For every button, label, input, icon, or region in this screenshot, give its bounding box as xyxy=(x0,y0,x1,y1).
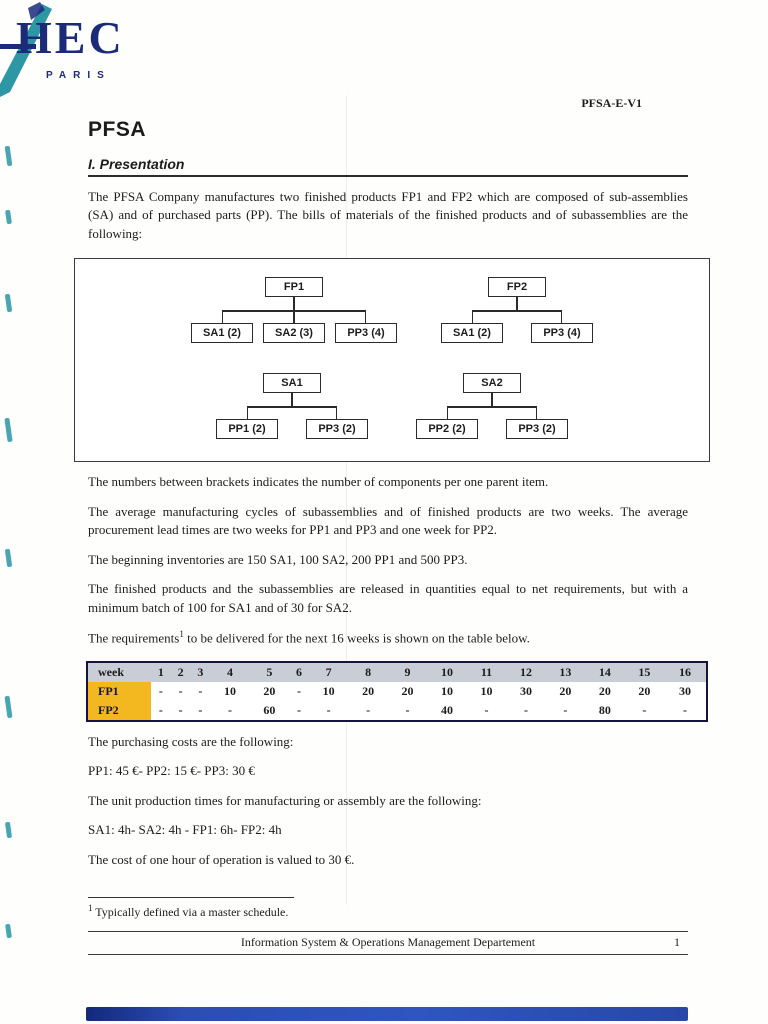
requirement-cell: 30 xyxy=(664,682,707,701)
paragraph-hour-cost: The cost of one hour of operation is valued to 30 €. xyxy=(88,851,355,867)
scan-artifact-bottom-bar xyxy=(86,1007,688,1021)
requirement-cell: - xyxy=(664,701,707,721)
requirement-cell: 30 xyxy=(506,682,545,701)
requirements-table xyxy=(86,661,708,722)
requirement-cell: - xyxy=(289,701,309,721)
week-header-cell: 2 xyxy=(171,662,191,682)
week-header-cell: 16 xyxy=(664,662,707,682)
bom-node-sa2: SA2 xyxy=(463,373,521,393)
bom-row-bottom xyxy=(75,373,709,439)
requirement-cell: - xyxy=(506,701,545,721)
paragraph-costs: PP1: 45 €- PP2: 15 €- PP3: 30 € xyxy=(88,763,255,779)
paragraph-unit-times: SA1: 4h- SA2: 4h - FP1: 6h- FP2: 4h xyxy=(88,822,282,838)
week-header-label: week xyxy=(87,662,151,682)
requirement-cell: - xyxy=(289,682,309,701)
requirement-cell: - xyxy=(151,701,171,721)
requirement-cell: - xyxy=(388,701,427,721)
hec-logo-text: HEC xyxy=(16,12,125,63)
bom-node-pp3-2: PP3 (2) xyxy=(306,419,368,439)
req-table-body xyxy=(87,682,707,721)
bom-connector xyxy=(441,297,593,323)
requirement-cell: 20 xyxy=(348,682,387,701)
req-table-header-row xyxy=(87,662,707,682)
paragraph-inventories: The beginning inventories are 150 SA1, 100 SA2, 200 PP1 and 500 PP3. xyxy=(88,551,468,567)
paragraph-purchasing: The purchasing costs are the following: xyxy=(88,733,294,749)
bom-node-pp1-2: PP1 (2) xyxy=(216,419,278,439)
bom-node-pp3-4: PP3 (4) xyxy=(531,323,593,343)
bom-diagram xyxy=(74,258,710,462)
week-header-cell: 14 xyxy=(585,662,624,682)
requirement-cell: - xyxy=(171,682,191,701)
bom-node-fp2: FP2 xyxy=(488,277,546,297)
requirement-cell: 10 xyxy=(427,682,466,701)
requirement-cell: 20 xyxy=(625,682,664,701)
bom-tree-sa1 xyxy=(216,373,368,439)
requirement-cell: - xyxy=(190,701,210,721)
week-header-cell: 13 xyxy=(546,662,585,682)
bom-connector xyxy=(191,297,397,323)
paragraph-cycles: The average manufacturing cycles of subassemblies and of finished products are two weeks. The average procurement lead times are two weeks for PP1 and PP3 and one week for PP2. xyxy=(88,503,688,538)
week-header-cell: 15 xyxy=(625,662,664,682)
week-header-cell: 9 xyxy=(388,662,427,682)
req-table-row xyxy=(87,682,707,701)
week-header-cell: 8 xyxy=(348,662,387,682)
bom-node-sa1-2: SA1 (2) xyxy=(441,323,503,343)
requirement-cell: 10 xyxy=(210,682,249,701)
paragraph-requirements xyxy=(88,628,688,648)
scan-artifact-mark xyxy=(5,924,12,939)
bom-node-sa2-3: SA2 (3) xyxy=(263,323,325,343)
week-header-cell: 7 xyxy=(309,662,348,682)
paragraph-intro: The PFSA Company manufactures two finished products FP1 and FP2 which are composed of sub-assemblies (SA) and of purchased parts (PP). The bills of materials of the finished products and of subassemblies are the following: xyxy=(88,189,688,241)
requirement-cell: 80 xyxy=(585,701,624,721)
footnote xyxy=(88,897,688,920)
requirement-cell: 60 xyxy=(250,701,289,721)
doc-code: PFSA-E-V1 xyxy=(581,96,642,110)
requirement-cell: - xyxy=(467,701,506,721)
requirement-cell: - xyxy=(171,701,191,721)
requirement-cell: - xyxy=(309,701,348,721)
bom-node-fp1: FP1 xyxy=(265,277,323,297)
bom-tree-fp2 xyxy=(441,277,593,343)
footnote-text: Typically defined via a master schedule. xyxy=(92,905,289,919)
bom-connector xyxy=(216,393,368,419)
req-table-row xyxy=(87,701,707,721)
requirement-cell: 20 xyxy=(388,682,427,701)
week-header-cell: 12 xyxy=(506,662,545,682)
product-label-cell: FP1 xyxy=(87,682,151,701)
bom-node-pp3-4: PP3 (4) xyxy=(335,323,397,343)
bom-node-pp3-2: PP3 (2) xyxy=(506,419,568,439)
product-label-cell: FP2 xyxy=(87,701,151,721)
requirement-cell: 20 xyxy=(546,682,585,701)
requirement-cell: - xyxy=(625,701,664,721)
requirement-cell: 10 xyxy=(309,682,348,701)
footnote-marker: 1 xyxy=(88,903,93,913)
bom-connector xyxy=(416,393,568,419)
requirement-cell: 40 xyxy=(427,701,466,721)
bom-node-pp2-2: PP2 (2) xyxy=(416,419,478,439)
footnote-separator xyxy=(88,897,294,898)
page-title: PFSA xyxy=(88,118,147,141)
bom-tree-sa2 xyxy=(416,373,568,439)
bom-node-sa1: SA1 xyxy=(263,373,321,393)
bom-row-top xyxy=(75,277,709,343)
requirement-cell: 10 xyxy=(467,682,506,701)
bom-node-sa1-2: SA1 (2) xyxy=(191,323,253,343)
paragraph-unit-times-intro: The unit production times for manufacturing or assembly are the following: xyxy=(88,792,482,808)
requirement-cell: - xyxy=(190,682,210,701)
week-header-cell: 3 xyxy=(190,662,210,682)
week-header-cell: 11 xyxy=(467,662,506,682)
requirement-cell: - xyxy=(348,701,387,721)
week-header-cell: 4 xyxy=(210,662,249,682)
week-header-cell: 10 xyxy=(427,662,466,682)
requirements-text: to be delivered for the next 16 weeks is shown on the table below. xyxy=(183,630,530,646)
week-header-cell: 5 xyxy=(250,662,289,682)
paragraph-batches: The finished products and the subassemblies are released in quantities equal to net requirements, but with a minimum batch of 100 for SA1 and of 30 for SA2. xyxy=(88,581,688,615)
section-heading: I. Presentation xyxy=(88,156,688,177)
requirement-cell: - xyxy=(546,701,585,721)
page-footer xyxy=(88,931,688,955)
bom-tree-fp1 xyxy=(191,277,397,343)
requirement-cell: - xyxy=(210,701,249,721)
week-header-cell: 1 xyxy=(151,662,171,682)
footer-department: Information System & Operations Management Departement xyxy=(240,935,536,949)
hec-logo-subtext: PARIS xyxy=(46,70,111,81)
paragraph-brackets: The numbers between brackets indicates the number of components per one parent item. xyxy=(88,474,549,490)
requirement-cell: - xyxy=(151,682,171,701)
requirement-cell: 20 xyxy=(250,682,289,701)
page-number: 1 xyxy=(674,935,680,949)
week-header-cell: 6 xyxy=(289,662,309,682)
requirement-cell: 20 xyxy=(585,682,624,701)
requirements-text: The requirements xyxy=(88,630,180,646)
footnote-reference: 1 xyxy=(179,629,184,640)
